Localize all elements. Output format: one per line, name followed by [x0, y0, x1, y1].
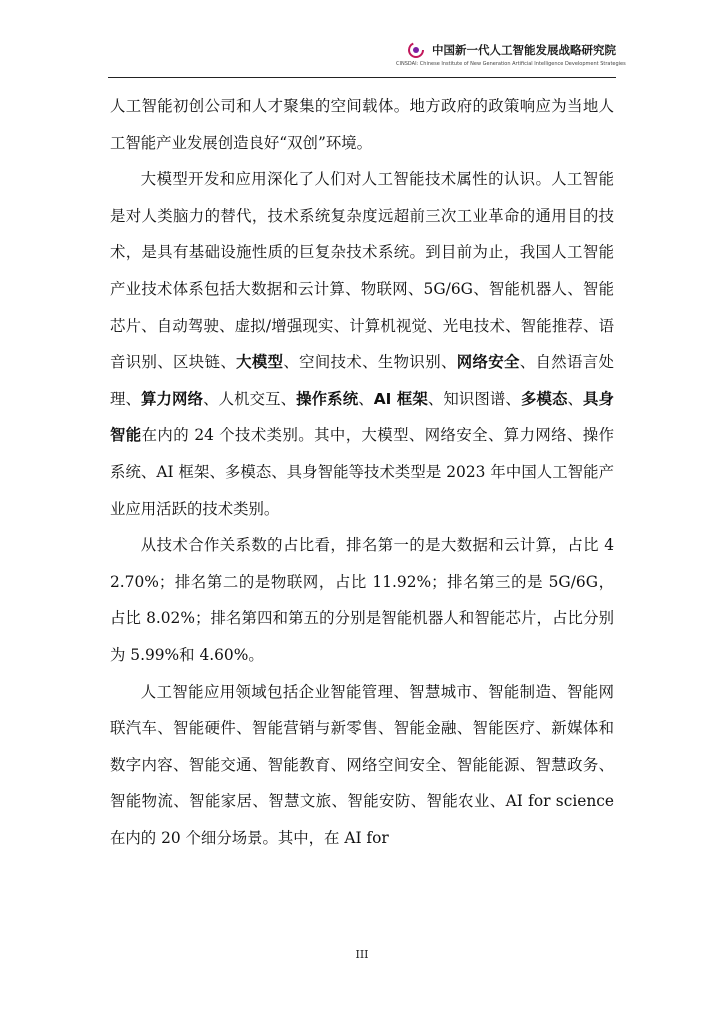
- text-segment: 从技术合作关系数的占比看，排名第一的是大数据和云计算，占比 42.70%；排名第二的是物联网，占比 11.92%；排名第三的是 5G/6G，占比 8.02%；排名第四和第五的分别是智能机器人和智能芯片，占比分别为 5.99%和 4.60%。: [110, 536, 614, 664]
- body-paragraph: [110, 674, 614, 857]
- text-segment: 、: [358, 389, 374, 408]
- text-segment: 、: [567, 389, 583, 408]
- bold-term: 算力网络: [141, 389, 204, 408]
- bold-term: 具身智能: [110, 389, 614, 445]
- text-segment: 大模型开发和应用深化了人们对人工智能技术属性的认识。人工智能是对人类脑力的替代，技术系统复杂度远超前三次工业革命的通用目的技术，是具有基础设施性质的巨复杂技术系统。到目前为止，我国人工智能产业技术体系包括大数据和云计算、物联网、5G/6G、智能机器人、智能芯片、自动驾驶、虚拟/增强现实、计算机视觉、光电技术、智能推荐、语音识别、区块链、: [110, 170, 614, 372]
- text-segment: 、空间技术、生物识别、: [283, 353, 457, 372]
- institute-name-cn: 中国新一代人工智能发展战略研究院: [432, 43, 616, 57]
- body-paragraph: [110, 161, 614, 527]
- text-segment: 、自然语言处理、: [110, 353, 614, 408]
- institute-logo-icon: [406, 40, 426, 60]
- text-segment: 人工智能初创公司和人才聚集的空间载体。地方政府的政策响应为当地人工智能产业发展创造良好“双创”环境。: [110, 97, 614, 152]
- bold-term: AI 框架: [373, 389, 428, 408]
- institute-logo: [396, 40, 616, 60]
- bold-term: 操作系统: [296, 389, 359, 408]
- page-header: [396, 40, 626, 76]
- bold-term: 多模态: [520, 389, 568, 408]
- institute-name-en: CINSDAI: Chinese Institute of New Generation Artificial Intelligence Development Strategies: [396, 61, 626, 67]
- text-segment: 人工智能应用领域包括企业智能管理、智慧城市、智能制造、智能网联汽车、智能硬件、智能营销与新零售、智能金融、智能医疗、新媒体和数字内容、智能交通、智能教育、网络空间安全、智能能源、智慧政务、智能物流、智能家居、智慧文旅、智能安防、智能农业、AI for science 在内的 20 个细分场景。其中，在 AI for: [110, 682, 614, 847]
- body-paragraph: [110, 88, 614, 161]
- text-segment: 在内的 24 个技术类别。其中，大模型、网络安全、算力网络、操作系统、AI 框架、多模态、具身智能等技术类型是 2023 年中国人工智能产业应用活跃的技术类别。: [110, 426, 614, 518]
- bold-term: 大模型: [236, 353, 284, 372]
- text-segment: 、人机交互、: [203, 389, 297, 408]
- body-paragraph: [110, 527, 614, 673]
- text-segment: 、知识图谱、: [427, 389, 521, 408]
- header-divider: [108, 77, 616, 78]
- document-body: [110, 88, 614, 856]
- page-number: III: [355, 948, 369, 961]
- bold-term: 网络安全: [456, 353, 520, 372]
